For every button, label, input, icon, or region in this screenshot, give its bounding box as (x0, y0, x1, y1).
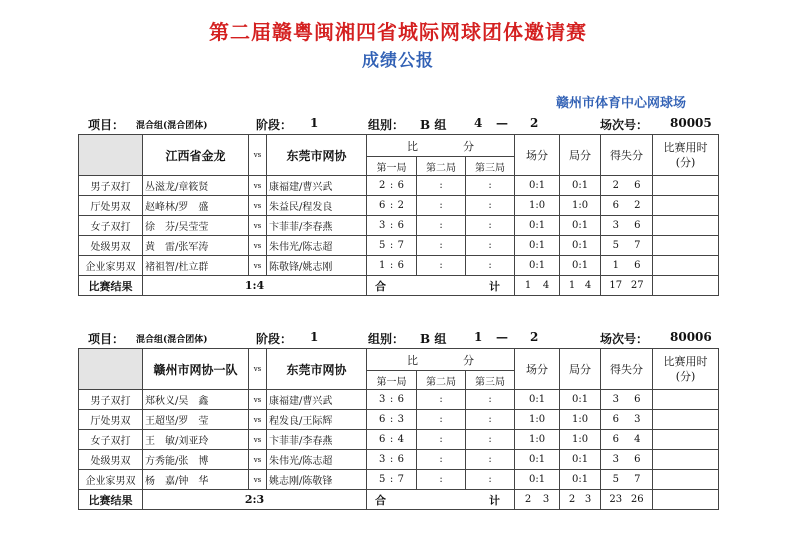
match-points: 0:1 (515, 176, 560, 196)
score-head-right: 分 (463, 353, 475, 367)
result-row (79, 276, 719, 296)
points-a: 6 (612, 434, 619, 445)
points-a: 6 (612, 200, 619, 211)
match-points: 0:1 (515, 256, 560, 276)
table-row (79, 236, 719, 256)
points-header: 得失分 (601, 135, 653, 176)
game-points: 1:0 (560, 196, 601, 216)
group-score-b: 2 (530, 116, 539, 130)
group-score-a: 4 (474, 116, 483, 130)
vs-label: vs (249, 410, 267, 430)
set1-b: 2 (397, 200, 404, 211)
stage-label: 阶段： (256, 332, 293, 346)
total-points (601, 276, 653, 296)
points-a: 6 (612, 414, 619, 425)
set1-a: 5 (379, 240, 386, 251)
set2-header: 第二局 (417, 157, 466, 176)
total-right: 计 (489, 493, 501, 507)
set1-sep: : (389, 220, 394, 231)
group-score-a: 1 (474, 330, 483, 344)
points-score (601, 196, 653, 216)
vs-label: vs (249, 470, 267, 490)
set1-sep: : (389, 200, 394, 211)
player-a: 丛滋龙/章筱贤 (143, 176, 249, 196)
set1-score (367, 176, 417, 196)
header-row (79, 349, 719, 371)
set2-score: : (417, 410, 466, 430)
project-label: 项目： (88, 118, 125, 132)
set2-header: 第二局 (417, 371, 466, 390)
event-name: 企业家男双 (79, 470, 143, 490)
table-row (79, 470, 719, 490)
match-no-label: 场次号： (600, 332, 649, 346)
set3-score: : (466, 430, 515, 450)
vs-label: vs (249, 349, 267, 390)
game-points-header: 局分 (560, 135, 601, 176)
set1-a: 1 (379, 260, 386, 271)
set1-sep: : (389, 260, 394, 271)
game-points: 1:0 (560, 430, 601, 450)
table-row (79, 430, 719, 450)
set1-header: 第一局 (367, 157, 417, 176)
match-points: 0:1 (515, 390, 560, 410)
total-game-points (560, 490, 601, 510)
game-points: 0:1 (560, 390, 601, 410)
points-b: 6 (634, 180, 641, 191)
set1-score (367, 450, 417, 470)
set1-a: 3 (379, 394, 386, 405)
total-game-points (560, 276, 601, 296)
group-score-b: 2 (530, 330, 539, 344)
points-b: 6 (634, 454, 641, 465)
points-a: 3 (612, 454, 619, 465)
set2-score: : (417, 216, 466, 236)
page-title: 第二届赣粤闽湘四省城际网球团体邀请赛 (209, 20, 587, 44)
set1-a: 3 (379, 454, 386, 465)
points-score (601, 256, 653, 276)
event-name: 企业家男双 (79, 256, 143, 276)
vs-label: vs (249, 256, 267, 276)
player-a: 徐 芬/吴莹莹 (143, 216, 249, 236)
event-name: 女子双打 (79, 216, 143, 236)
score-head-left: 比 (407, 353, 418, 367)
vs-label: vs (249, 216, 267, 236)
total-gp-a: 2 (568, 494, 576, 505)
duration-title: 比赛用时 (663, 141, 708, 154)
game-points-header: 局分 (560, 349, 601, 390)
duration-title: 比赛用时 (663, 355, 708, 368)
set1-b: 4 (397, 434, 404, 445)
event-name: 男子双打 (79, 176, 143, 196)
duration-unit: (分) (675, 370, 696, 383)
duration-header (653, 349, 719, 390)
total-pts-a: 23 (609, 494, 623, 505)
score-head-right: 分 (463, 139, 475, 153)
player-a: 杨 嘉/钟 华 (143, 470, 249, 490)
set3-score: : (466, 256, 515, 276)
match-points: 0:1 (515, 450, 560, 470)
player-a: 王 敏/刘亚玲 (143, 430, 249, 450)
duration-cell (653, 410, 719, 430)
duration-cell (653, 196, 719, 216)
set3-score: : (466, 216, 515, 236)
points-score (601, 430, 653, 450)
set3-score: : (466, 470, 515, 490)
player-b: 朱益民/程发良 (267, 196, 367, 216)
event-header (79, 135, 143, 176)
group-value: B 组 (420, 118, 447, 132)
results-table (78, 134, 719, 296)
set1-score (367, 196, 417, 216)
event-header (79, 349, 143, 390)
points-b: 7 (634, 240, 641, 251)
score-header (367, 135, 515, 157)
set1-sep: : (389, 394, 394, 405)
set1-b: 6 (397, 180, 404, 191)
total-left: 合 (375, 493, 386, 507)
set2-score: : (417, 390, 466, 410)
stage-value: 1 (310, 116, 319, 130)
player-b: 康福建/曹兴武 (267, 390, 367, 410)
set3-header: 第三局 (466, 157, 515, 176)
game-points: 0:1 (560, 450, 601, 470)
points-score (601, 176, 653, 196)
vs-label: vs (249, 176, 267, 196)
stage-label: 阶段： (256, 118, 293, 132)
set1-a: 6 (379, 414, 386, 425)
venue-label: 赣州市体育中心网球场 (556, 96, 687, 111)
table-row (79, 196, 719, 216)
points-score (601, 390, 653, 410)
points-b: 4 (634, 434, 641, 445)
total-gp-b: 4 (584, 280, 592, 291)
points-score (601, 236, 653, 256)
total-mp-a: 2 (524, 494, 532, 505)
duration-cell (653, 236, 719, 256)
set1-a: 3 (379, 220, 386, 231)
table-row (79, 410, 719, 430)
set1-b: 3 (397, 414, 404, 425)
table-row (79, 256, 719, 276)
result-label: 比赛结果 (79, 276, 143, 296)
set1-b: 6 (397, 394, 404, 405)
points-header: 得失分 (601, 349, 653, 390)
player-b: 姚志刚/陈敬锋 (267, 470, 367, 490)
group-label: 组别： (368, 118, 405, 132)
game-points: 0:1 (560, 216, 601, 236)
result-row (79, 490, 719, 510)
total-match-points (515, 490, 560, 510)
player-b: 朱伟光/陈志超 (267, 236, 367, 256)
match-no-value: 80005 (670, 116, 712, 130)
table-row (79, 390, 719, 410)
set1-header: 第一局 (367, 371, 417, 390)
points-a: 5 (612, 474, 619, 485)
set2-score: : (417, 430, 466, 450)
set1-a: 6 (379, 200, 386, 211)
match-points-header: 场分 (515, 135, 560, 176)
group-label: 组别： (368, 332, 405, 346)
total-left: 合 (375, 279, 386, 293)
points-score (601, 470, 653, 490)
set3-header: 第三局 (466, 371, 515, 390)
set3-score: : (466, 410, 515, 430)
duration-cell (653, 430, 719, 450)
project-value: 混合组(混合团体) (136, 121, 208, 131)
points-a: 3 (612, 394, 619, 405)
set3-score: : (466, 176, 515, 196)
points-score (601, 450, 653, 470)
total-duration (653, 276, 719, 296)
player-b: 卞菲菲/李春燕 (267, 216, 367, 236)
match-points-header: 场分 (515, 349, 560, 390)
group-dash: — (496, 116, 508, 130)
points-a: 1 (612, 260, 619, 271)
set3-score: : (466, 390, 515, 410)
points-b: 6 (634, 394, 641, 405)
points-b: 3 (634, 414, 641, 425)
project-label: 项目： (88, 332, 125, 346)
player-b: 朱伟光/陈志超 (267, 450, 367, 470)
total-label (367, 276, 515, 296)
vs-label: vs (249, 450, 267, 470)
team-b: 东莞市网协 (267, 349, 367, 390)
set1-sep: : (389, 454, 394, 465)
duration-cell (653, 256, 719, 276)
points-score (601, 216, 653, 236)
event-name: 女子双打 (79, 430, 143, 450)
vs-label: vs (249, 390, 267, 410)
duration-cell (653, 216, 719, 236)
total-mp-b: 3 (542, 494, 550, 505)
player-b: 康福建/曹兴武 (267, 176, 367, 196)
total-match-points (515, 276, 560, 296)
set2-score: : (417, 236, 466, 256)
duration-cell (653, 176, 719, 196)
set1-b: 7 (397, 474, 404, 485)
player-a: 郑秋义/吴 鑫 (143, 390, 249, 410)
match-points: 0:1 (515, 216, 560, 236)
set3-score: : (466, 450, 515, 470)
result-value: 2:3 (143, 490, 367, 510)
event-name: 处级男双 (79, 450, 143, 470)
player-b: 陈敬锋/姚志刚 (267, 256, 367, 276)
total-pts-a: 17 (609, 280, 623, 291)
player-a: 王超坚/罗 莹 (143, 410, 249, 430)
result-value: 1:4 (143, 276, 367, 296)
set1-sep: : (389, 180, 394, 191)
duration-header (653, 135, 719, 176)
set1-a: 6 (379, 434, 386, 445)
total-mp-b: 4 (542, 280, 550, 291)
score-head-left: 比 (407, 139, 418, 153)
set1-b: 7 (397, 240, 404, 251)
player-a: 赵峰林/罗 盛 (143, 196, 249, 216)
set1-score (367, 410, 417, 430)
results-table (78, 348, 719, 510)
set1-sep: : (389, 240, 394, 251)
set3-score: : (466, 236, 515, 256)
player-b: 卞菲菲/李春燕 (267, 430, 367, 450)
set1-score (367, 236, 417, 256)
points-a: 3 (612, 220, 619, 231)
match-info-line (78, 116, 718, 134)
player-a: 黄 雷/张军涛 (143, 236, 249, 256)
total-gp-a: 1 (568, 280, 576, 291)
team-b: 东莞市网协 (267, 135, 367, 176)
set1-b: 6 (397, 260, 404, 271)
points-score (601, 410, 653, 430)
score-header (367, 349, 515, 371)
player-a: 褚祖智/杜立群 (143, 256, 249, 276)
table-row (79, 176, 719, 196)
set1-b: 6 (397, 454, 404, 465)
set1-sep: : (389, 414, 394, 425)
event-name: 厅处男双 (79, 410, 143, 430)
total-pts-b: 26 (630, 494, 644, 505)
total-gp-b: 3 (584, 494, 592, 505)
event-name: 男子双打 (79, 390, 143, 410)
team-a: 江西省金龙 (143, 135, 249, 176)
match-points: 1:0 (515, 410, 560, 430)
points-a: 5 (612, 240, 619, 251)
vs-label: vs (249, 135, 267, 176)
total-mp-a: 1 (524, 280, 532, 291)
game-points: 0:1 (560, 236, 601, 256)
match-points: 1:0 (515, 196, 560, 216)
project-value: 混合组(混合团体) (136, 335, 208, 345)
group-dash: — (496, 330, 508, 344)
header-row (79, 135, 719, 157)
page-subtitle: 成绩公报 (362, 51, 434, 71)
vs-label: vs (249, 196, 267, 216)
table-row (79, 216, 719, 236)
duration-cell (653, 450, 719, 470)
stage-value: 1 (310, 330, 319, 344)
set2-score: : (417, 256, 466, 276)
set1-score (367, 390, 417, 410)
set2-score: : (417, 450, 466, 470)
points-b: 6 (634, 260, 641, 271)
set2-score: : (417, 470, 466, 490)
duration-unit: (分) (675, 156, 696, 169)
vs-label: vs (249, 236, 267, 256)
set1-score (367, 256, 417, 276)
event-name: 厅处男双 (79, 196, 143, 216)
set1-score (367, 216, 417, 236)
points-b: 2 (634, 200, 641, 211)
set1-a: 2 (379, 180, 386, 191)
group-value: B 组 (420, 332, 447, 346)
match-no-value: 80006 (670, 330, 712, 344)
set1-sep: : (389, 434, 394, 445)
points-b: 6 (634, 220, 641, 231)
player-a: 方秀能/张 博 (143, 450, 249, 470)
total-points (601, 490, 653, 510)
game-points: 0:1 (560, 470, 601, 490)
set2-score: : (417, 196, 466, 216)
set2-score: : (417, 176, 466, 196)
game-points: 0:1 (560, 176, 601, 196)
player-b: 程发良/王际辉 (267, 410, 367, 430)
match-points: 0:1 (515, 470, 560, 490)
match-points: 0:1 (515, 236, 560, 256)
table-row (79, 450, 719, 470)
set1-a: 5 (379, 474, 386, 485)
points-a: 2 (612, 180, 619, 191)
vs-label: vs (249, 430, 267, 450)
result-label: 比赛结果 (79, 490, 143, 510)
match-no-label: 场次号： (600, 118, 649, 132)
match-points: 1:0 (515, 430, 560, 450)
set1-score (367, 470, 417, 490)
total-pts-b: 27 (630, 280, 644, 291)
total-duration (653, 490, 719, 510)
set1-sep: : (389, 474, 394, 485)
set1-score (367, 430, 417, 450)
game-points: 1:0 (560, 410, 601, 430)
event-name: 处级男双 (79, 236, 143, 256)
set3-score: : (466, 196, 515, 216)
game-points: 0:1 (560, 256, 601, 276)
match-info-line (78, 330, 718, 348)
team-a: 赣州市网协一队 (143, 349, 249, 390)
total-label (367, 490, 515, 510)
set1-b: 6 (397, 220, 404, 231)
duration-cell (653, 470, 719, 490)
total-right: 计 (489, 279, 501, 293)
duration-cell (653, 390, 719, 410)
points-b: 7 (634, 474, 641, 485)
